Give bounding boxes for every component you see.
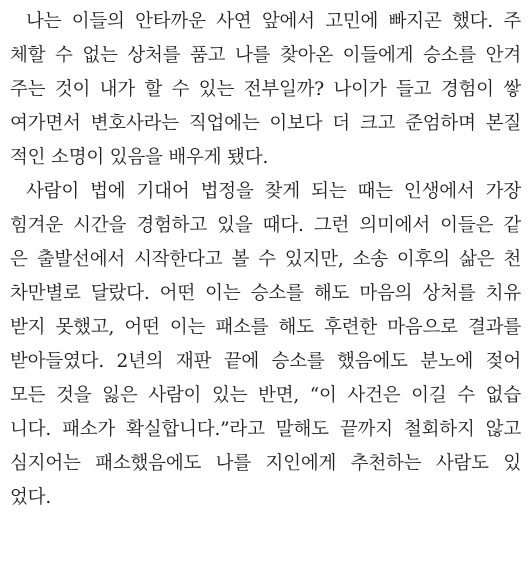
- text-line: 었다.: [10, 487, 52, 508]
- text-line: 적인 소명이 있음을 배우게 됐다.: [10, 147, 269, 168]
- text-line: 차만별로 달랐다. 어떤 이는 승소를 해도 마음의 상처를 치유: [10, 283, 521, 304]
- text-line: 은 출발선에서 시작한다고 볼 수 있지만, 소송 이후의 삶은 천: [10, 249, 521, 270]
- text-line: 체할 수 없는 상처를 품고 나를 찾아온 이들에게 승소를 안겨: [10, 45, 521, 66]
- text-line: 심지어는 패소했음에도 나를 지인에게 추천하는 사람도 있: [10, 453, 521, 474]
- text-line: 힘겨운 시간을 경험하고 있을 때다. 그런 의미에서 이들은 같: [10, 215, 521, 236]
- text-line: 받아들였다. 2년의 재판 끝에 승소를 했음에도 분노에 젖어: [10, 351, 521, 372]
- text-line: 모든 것을 잃은 사람이 있는 반면, “이 사건은 이길 수 없습: [10, 385, 521, 406]
- text-line: 받지 못했고, 어떤 이는 패소를 해도 후련한 마음으로 결과를: [10, 317, 521, 338]
- text-line: 주는 것이 내가 할 수 있는 전부일까? 나이가 들고 경험이 쌓: [10, 79, 521, 100]
- text-line: 니다. 패소가 확실합니다.”라고 말해도 끝까지 철회하지 않고: [10, 419, 521, 440]
- text-line: 여가면서 변호사라는 직업에는 이보다 더 크고 준엄하며 본질: [10, 113, 521, 134]
- text-line: 사람이 법에 기대어 법정을 찾게 되는 때는 인생에서 가장: [26, 181, 521, 202]
- text-line: 나는 이들의 안타까운 사연 앞에서 고민에 빠지곤 했다. 주: [26, 11, 521, 32]
